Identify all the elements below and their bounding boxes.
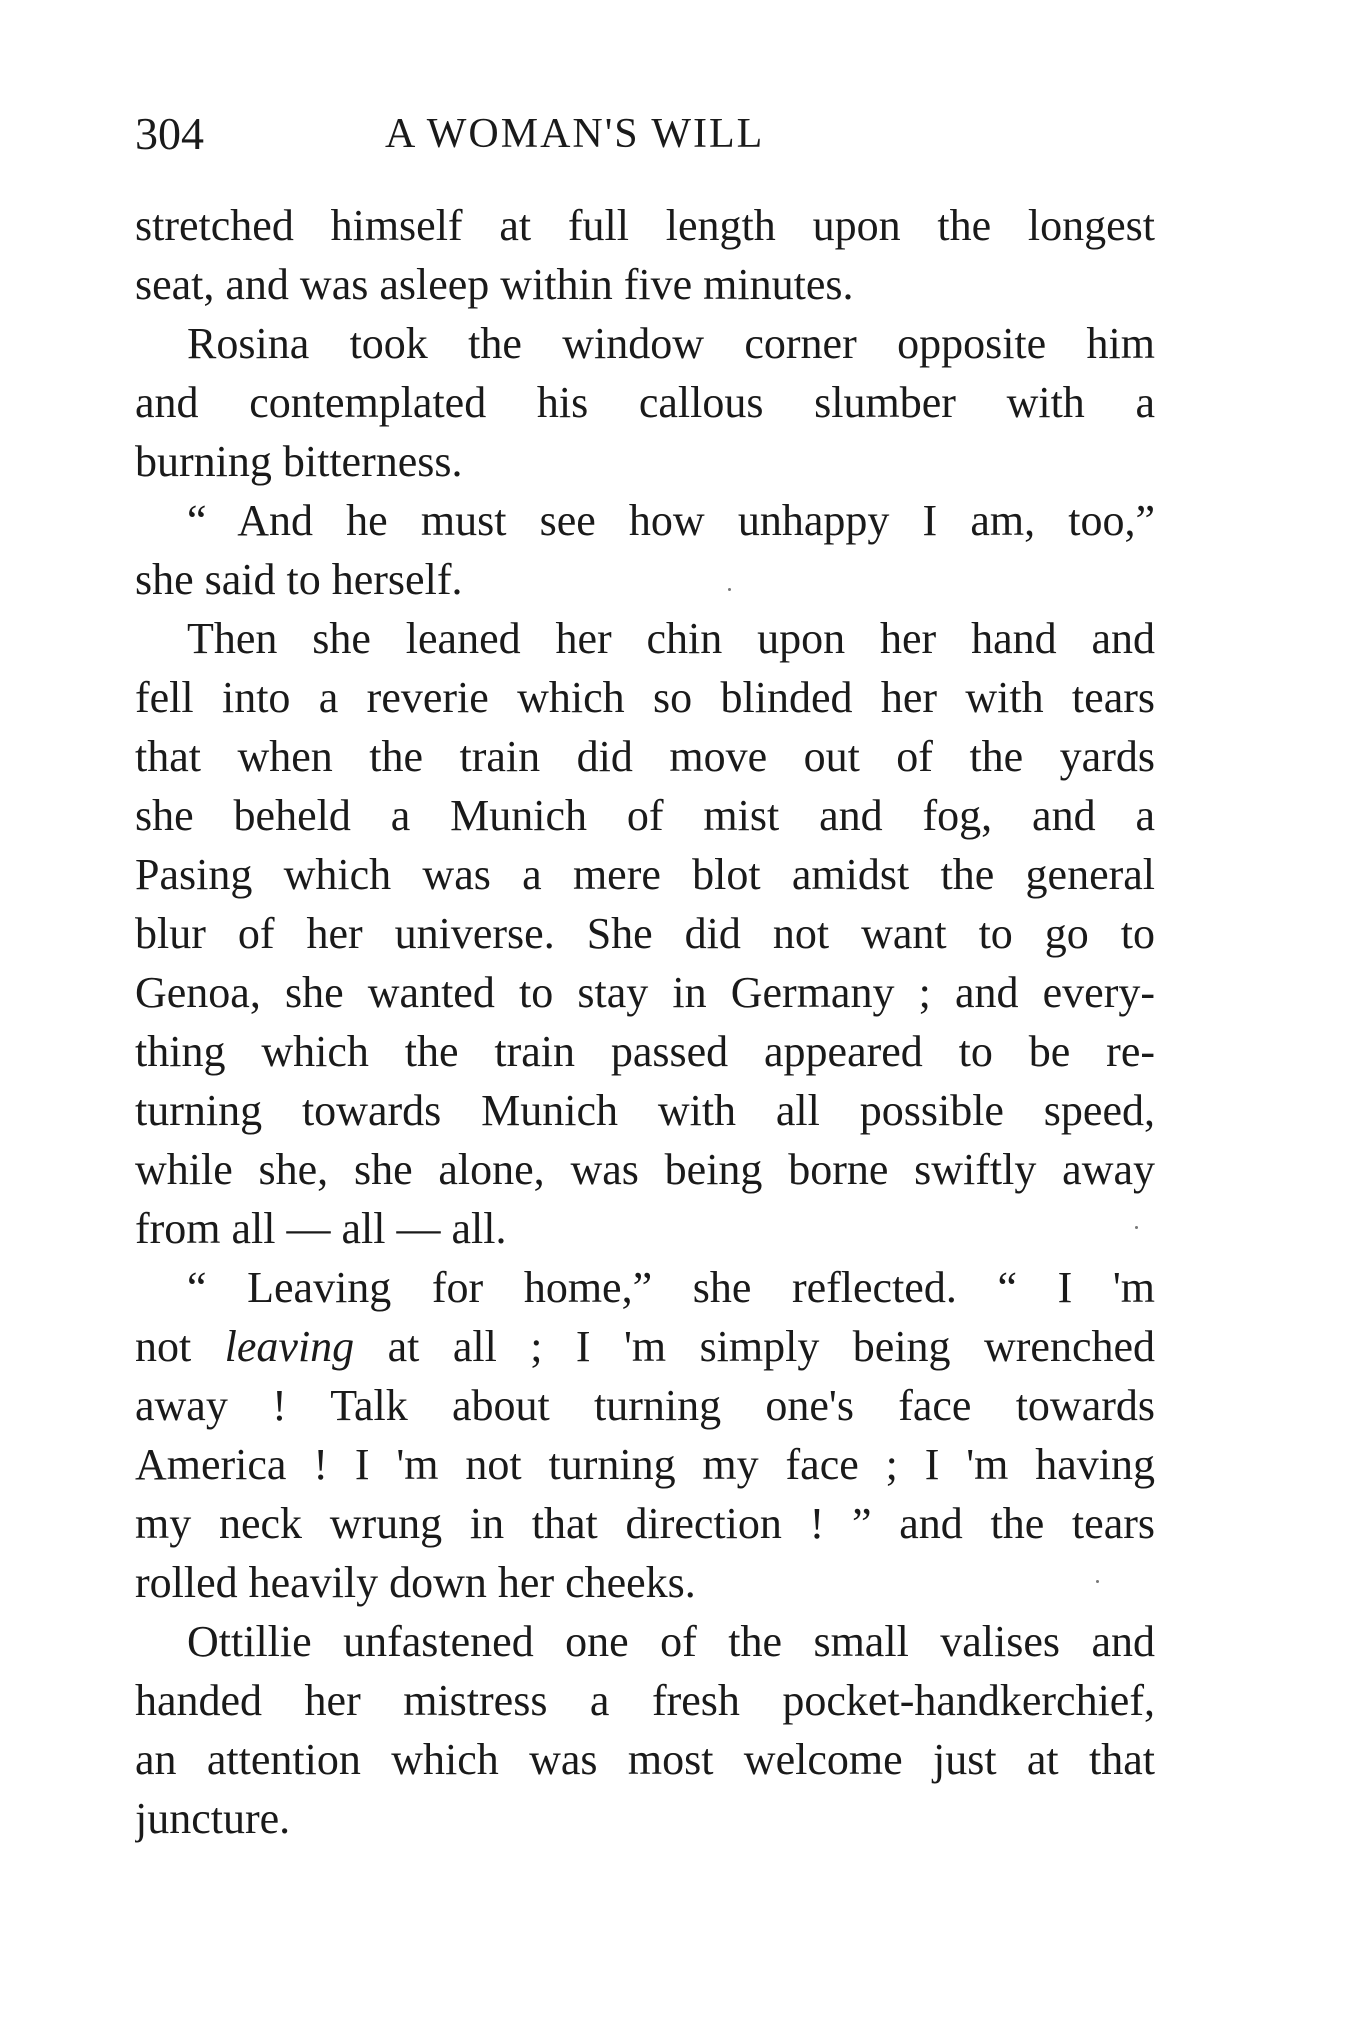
text-line: “ And he must see how unhappy I am, too,” (187, 496, 1155, 545)
text-line: Ottillie unfastened one of the small valises and (187, 1617, 1155, 1666)
text-line: Rosina took the window corner opposite him (187, 319, 1155, 368)
text-line: juncture. (135, 1794, 291, 1843)
text-line: fell into a reverie which so blinded her with tears (135, 673, 1155, 722)
text-line: blur of her universe. She did not want to go to (135, 909, 1155, 958)
text-line: from all — all — all. (135, 1204, 507, 1253)
text-line: handed her mistress a fresh pocket-handkerchief, (135, 1676, 1155, 1725)
paragraph (135, 314, 1155, 491)
text-line: burning bitterness. (135, 437, 463, 486)
text-run: at all ; I 'm simply being wrenched (354, 1322, 1155, 1371)
text-line: seat, and was asleep within five minutes. (135, 260, 854, 309)
text-line: my neck wrung in that direction ! ” and the tears (135, 1499, 1155, 1548)
paragraph (135, 609, 1155, 1258)
paragraph (135, 196, 1155, 314)
page-number: 304 (135, 108, 204, 159)
text-line: America ! I 'm not turning my face ; I 'm having (135, 1440, 1155, 1489)
text-line: an attention which was most welcome just at that (135, 1735, 1155, 1784)
paragraph (135, 1612, 1155, 1848)
text-line: Pasing which was a mere blot amidst the general (135, 850, 1155, 899)
running-title: A WOMAN'S WILL (385, 111, 765, 157)
text-line: turning towards Munich with all possible speed, (135, 1086, 1155, 1135)
text-line: Genoa, she wanted to stay in Germany ; and every- (135, 968, 1155, 1017)
text-run: not (135, 1322, 225, 1371)
text-line: thing which the train passed appeared to be re- (135, 1027, 1155, 1076)
scan-speck (1096, 1580, 1099, 1583)
text-line: and contemplated his callous slumber with a (135, 378, 1155, 427)
running-head (135, 104, 1155, 164)
paragraph (135, 491, 1155, 609)
text-line: rolled heavily down her cheeks. (135, 1558, 696, 1607)
text-line: away ! Talk about turning one's face towards (135, 1381, 1155, 1430)
scan-speck (1135, 1226, 1138, 1229)
scan-speck (728, 588, 731, 591)
text-line: that when the train did move out of the yards (135, 732, 1155, 781)
text-line: stretched himself at full length upon the longest (135, 201, 1155, 250)
text-line: while she, she alone, was being borne swiftly away (135, 1145, 1155, 1194)
text-line: she beheld a Munich of mist and fog, and a (135, 791, 1155, 840)
emphasized-word: leaving (224, 1322, 355, 1371)
text-line: “ Leaving for home,” she reflected. “ I 'm (187, 1263, 1155, 1312)
paragraph (135, 1258, 1155, 1612)
text-block (135, 196, 1155, 1848)
text-line: Then she leaned her chin upon her hand and (187, 614, 1155, 663)
text-line: she said to herself. (135, 555, 463, 604)
text-line (135, 1317, 1155, 1376)
